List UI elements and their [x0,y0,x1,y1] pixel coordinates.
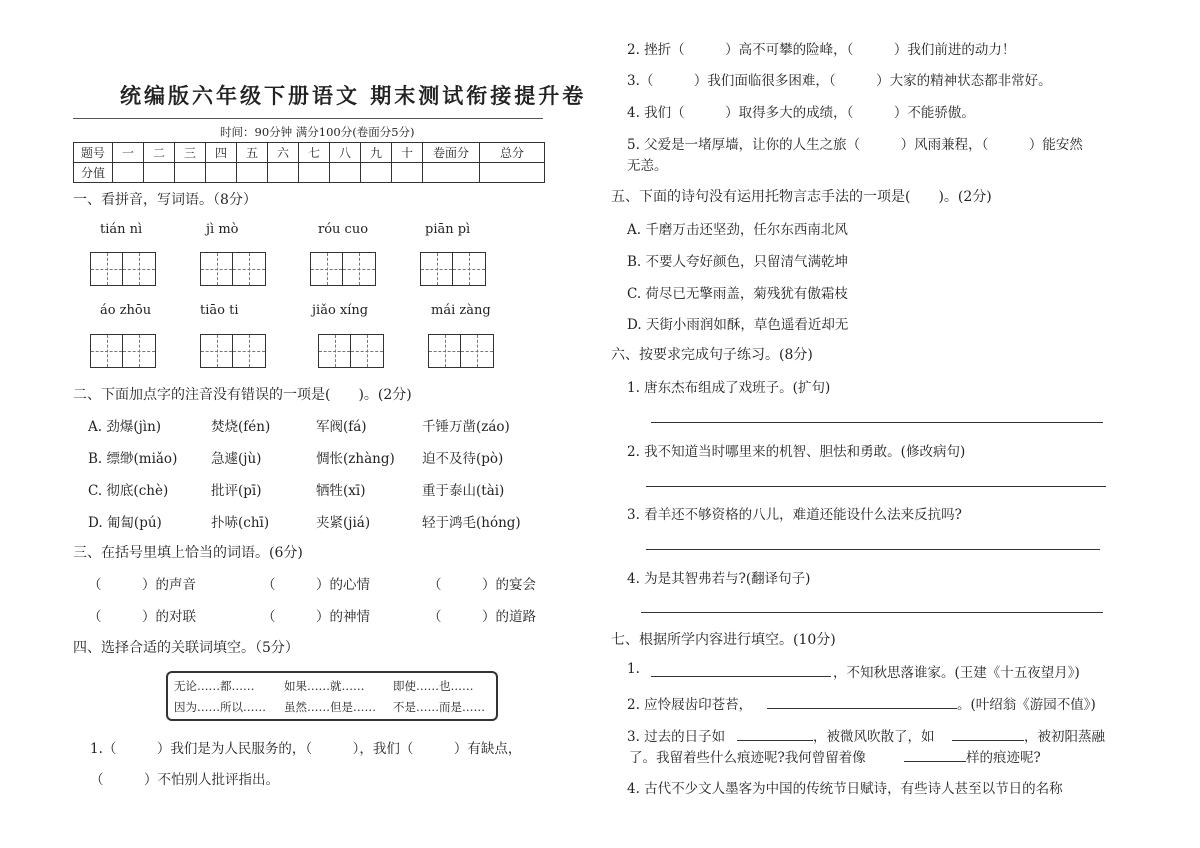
score-header-cell: 题号 [74,143,113,163]
pinyin-label: piān pì [425,222,471,237]
score-header-cell: 五 [237,143,268,163]
score-table [73,142,545,183]
conjunction-option: 因为……所以…… [174,700,266,714]
score-header-cell: 三 [175,143,206,163]
writing-grid[interactable] [318,334,384,368]
q5-option: D. 天街小雨润如酥，草色遥看近却无 [627,317,849,333]
answer-line[interactable] [646,486,1106,487]
score-header-cell: 四 [206,143,237,163]
q7-item-2-text-end: 。(叶绍翁《游园不值》) [957,697,1096,713]
q7-item-3-text: ，被初阳蒸融 [1024,729,1105,745]
q2-heading: 二、下面加点字的注音没有错误的一项是( )。(2分) [73,387,412,403]
score-header-cell: 七 [299,143,330,163]
writing-grid[interactable] [200,334,266,368]
q2-option-word: C. 彻底(chè) [88,483,169,499]
conjunction-option: 如果……就…… [284,679,365,693]
writing-grid[interactable] [90,334,156,368]
answer-blank[interactable] [952,740,1024,741]
writing-grid[interactable] [90,252,156,286]
q7-heading: 七、根据所学内容进行填空。(10分) [611,632,836,648]
q3-blank-phrase: （ ）的宴会 [428,577,536,593]
score-header-cell: 卷面分 [423,143,480,163]
q2-option-word: 批评(pī) [211,483,262,499]
score-cell[interactable] [144,163,175,183]
pinyin-label: áo zhōu [100,303,152,318]
answer-blank[interactable] [904,761,966,762]
score-header-cell: 六 [268,143,299,163]
q2-option-word: 迫不及待(pò) [422,451,504,467]
q2-option-word: 军阀(fá) [316,419,367,435]
writing-grid[interactable] [310,252,376,286]
score-cell[interactable] [361,163,392,183]
q2-option-word: 千锤万凿(záo) [422,419,510,435]
score-cell[interactable] [175,163,206,183]
q4-item-1-continued: （ ）不怕别人批评指出。 [90,772,279,788]
q5-option: C. 荷尽已无擎雨盖，菊残犹有傲霜枝 [627,286,848,302]
q6-item: 1. 唐东杰布组成了戏班子。(扩句) [627,380,831,396]
answer-blank[interactable] [737,740,813,741]
score-cell[interactable] [480,163,545,183]
q4-heading: 四、选择合适的关联词填空。（5分） [73,640,299,656]
q5-option: A. 千磨万击还坚劲，任尔东西南北风 [627,222,848,238]
q2-option-word: 轻于鸿毛(hóng) [422,515,521,531]
q7-item-4: 4. 古代不少文人墨客为中国的传统节日赋诗，有些诗人甚至以节日的名称 [627,781,1063,797]
writing-grid[interactable] [428,334,494,368]
q7-item-2-text: 2. 应怜屐齿印苍苔， [627,697,753,713]
score-cell[interactable] [237,163,268,183]
q6-item: 3. 看羊还不够资格的八儿，难道还能设什么法来反抗吗? [627,507,962,523]
q5-heading: 五、下面的诗句没有运用托物言志手法的一项是( )。(2分) [611,189,992,205]
score-table-value-row [74,163,545,183]
score-header-cell: 十 [392,143,423,163]
score-cell[interactable] [423,163,480,183]
answer-blank[interactable] [651,676,831,677]
q2-option-word: B. 缥缈(miǎo) [88,451,178,467]
score-cell[interactable] [206,163,237,183]
q6-heading: 六、按要求完成句子练习。(8分) [611,347,813,363]
pinyin-label: tián nì [100,222,143,237]
score-header-cell: 一 [113,143,144,163]
answer-line[interactable] [641,612,1103,613]
q2-option-word: 夹紧(jiá) [316,515,371,531]
writing-grid[interactable] [200,252,266,286]
pinyin-label: mái zàng [431,303,491,318]
q6-item: 4. 为是其智弗若与?(翻译句子) [627,571,811,587]
q3-blank-phrase: （ ）的神情 [262,609,370,625]
q7-item-3-text: 3. 过去的日子如 [627,729,726,745]
answer-line[interactable] [651,422,1103,423]
q2-option-word: 急遽(jù) [211,451,262,467]
q1-heading: 一、看拼音，写词语。（8分） [73,192,257,208]
score-table-header-row [74,143,545,163]
pinyin-label: jì mò [206,222,239,237]
score-header-cell: 九 [361,143,392,163]
q2-option-word: 牺牲(xī) [316,483,366,499]
q4-item-5: 5. 父爱是一堵厚墙，让你的人生之旅（ ）风雨兼程，（ ）能安然 [627,137,1083,153]
q3-blank-phrase: （ ）的声音 [88,577,196,593]
page-title: 统编版六年级下册语文 期末测试衔接提升卷 [120,84,587,108]
q3-blank-phrase: （ ）的对联 [88,609,196,625]
q3-heading: 三、在括号里填上恰当的词语。(6分) [73,545,303,561]
q4-item-2: 2. 挫折（ ）高不可攀的险峰，（ ）我们前进的动力！ [627,42,1016,58]
q4-item-5-continued: 无恙。 [627,158,668,174]
answer-blank[interactable] [767,708,957,709]
writing-grid[interactable] [420,252,486,286]
score-cell[interactable] [113,163,144,183]
q2-option-word: D. 匍匐(pú) [88,515,162,531]
q2-option-word: 扑哧(chī) [211,515,270,531]
q7-item-3-continued-end: 样的痕迹呢? [966,750,1041,766]
score-cell[interactable] [299,163,330,183]
exam-meta: 时间：90分钟 满分100分(卷面分5分) [220,125,415,139]
score-header-cell: 二 [144,143,175,163]
q5-option: B. 不要人夸好颜色，只留清气满乾坤 [627,254,849,270]
pinyin-label: róu cuo [318,222,369,237]
q3-blank-phrase: （ ）的心情 [262,577,370,593]
conjunction-option: 无论……都…… [174,679,255,693]
score-cell[interactable] [268,163,299,183]
q4-item-4: 4. 我们（ ）取得多大的成绩，（ ）不能骄傲。 [627,105,975,121]
q4-item-1: 1.（ ）我们是为人民服务的，（ ），我们（ ）有缺点， [90,741,522,757]
q6-item: 2. 我不知道当时哪里来的机智、胆怯和勇敢。(修改病句) [627,444,966,460]
conjunction-option: 不是……而是…… [393,700,485,714]
q2-option-word: A. 劲爆(jìn) [88,419,162,435]
conjunction-option: 即使……也…… [393,679,474,693]
q2-option-word: 焚烧(fén) [211,419,271,435]
score-cell[interactable] [330,163,361,183]
score-header-cell: 八 [330,143,361,163]
answer-line[interactable] [646,549,1100,550]
q2-option-word: 惆怅(zhàng) [316,451,395,467]
q7-item-3-text: ，被微风吹散了，如 [813,729,935,745]
q7-item-3-continued: 了。我留着些什么痕迹呢?我何曾留着像 [629,750,866,766]
score-row-label: 分值 [74,163,113,183]
q3-blank-phrase: （ ）的道路 [428,609,536,625]
conjunction-word-box [166,671,498,721]
score-header-cell: 总分 [480,143,545,163]
title-divider [73,118,543,119]
pinyin-label: tiāo ti [200,303,239,318]
score-cell[interactable] [392,163,423,183]
q7-item-1-text: ，不知秋思落谁家。(王建《十五夜望月》) [833,665,1080,681]
q2-option-word: 重于泰山(tài) [422,483,505,499]
q4-item-3: 3.（ ）我们面临很多困难，（ ）大家的精神状态都非常好。 [627,73,1052,89]
pinyin-label: jiǎo xíng [312,303,369,318]
q7-item-1-number: 1. [627,661,640,677]
conjunction-option: 虽然……但是…… [284,700,376,714]
